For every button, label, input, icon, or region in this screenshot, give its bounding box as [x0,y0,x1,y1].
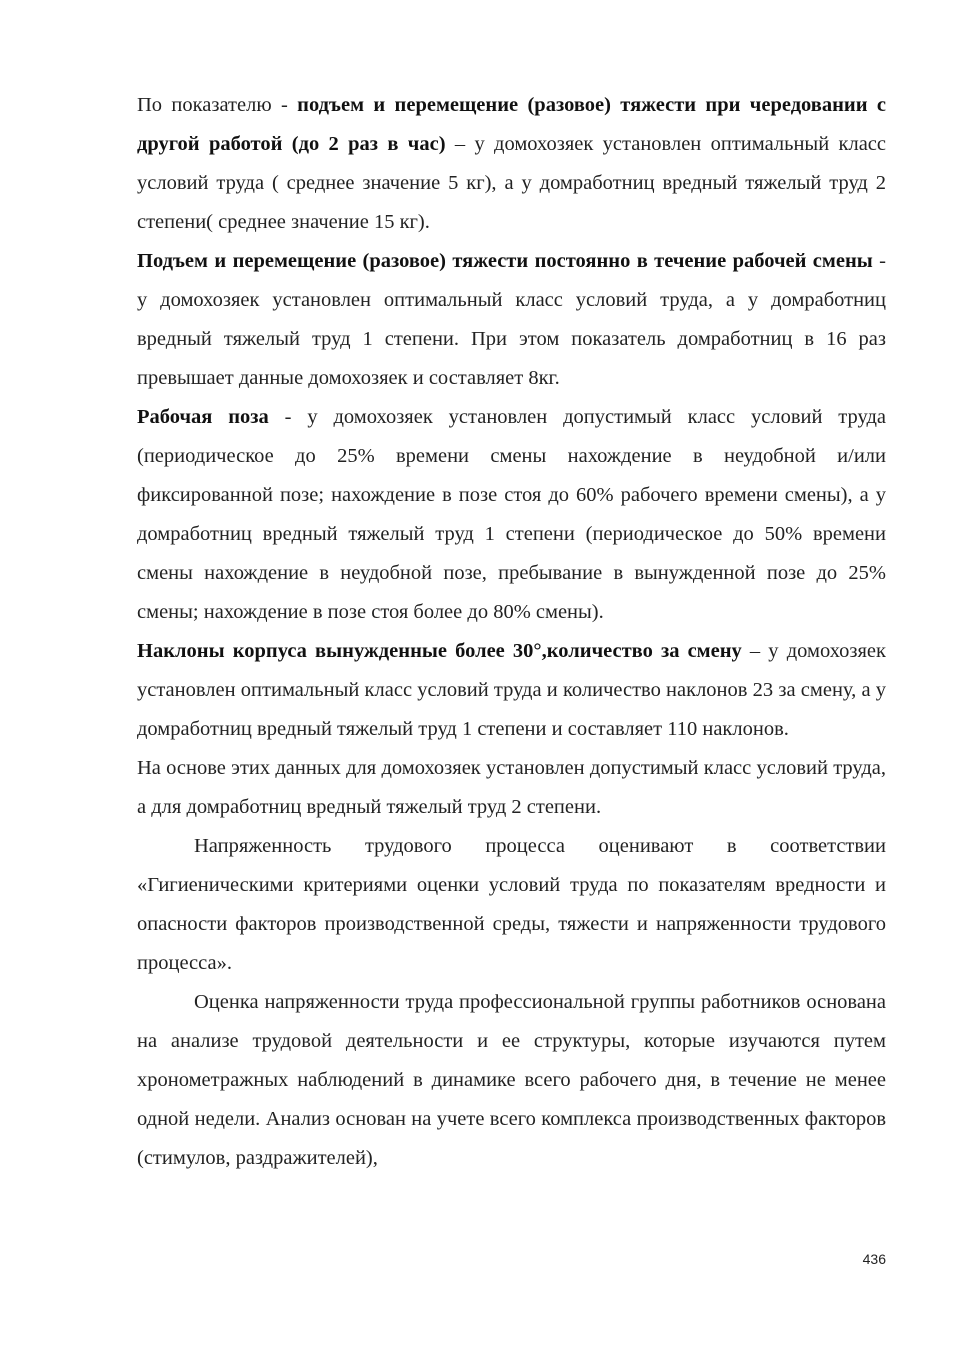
page-number: 436 [862,1251,886,1267]
paragraph-3 [137,398,886,632]
p3-heading: Рабочая поза [137,406,269,428]
p1-text: – у домохозяек установлен оптимальный класс условий труда ( среднее значение 5 кг), а у домработниц вредный тяжелый труд 2 степени( среднее значение 15 кг). [137,133,886,233]
p3-text: - у домохозяек установлен допустимый класс условий труда (периодическое до 25% времени смены нахождение в неудобной и/или фиксированной позе; нахождение в позе стоя до 60% рабочего времени смены), а у домработниц вредный тяжелый труд 1 степени (периодическое до 50% времени смены нахождение в неудобной позе, пребывание в вынужденной позе до 25% смены; нахождение в позе стоя более до 80% смены). [137,406,886,623]
p4-text: – у домохозяек установлен оптимальный класс условий труда и количество наклонов 23 за смену, а у домработниц вредный тяжелый труд 1 степени и составляет 110 наклонов. [137,640,886,740]
body-text [137,86,886,1178]
p1-lead: По показателю - [137,94,298,116]
p4-heading: Наклоны корпуса вынужденные более 30°,количество за смену [137,640,742,662]
paragraph-5: На основе этих данных для домохозяек установлен допустимый класс условий труда, а для домработниц вредный тяжелый труд 2 степени. [137,757,886,818]
paragraph-1 [137,86,886,242]
p2-heading: Подъем и перемещение (разовое) тяжести постоянно в течение рабочей смены [137,250,873,272]
p2-text: - у домохозяек установлен оптимальный класс условий труда, а у домработниц вредный тяжелый труд 1 степени. При этом показатель домработниц в 16 раз превышает данные домохозяек и составляет 8кг. [137,250,887,389]
paragraph-2 [137,242,886,398]
paragraph-6: Напряженность трудового процесса оценивают в соответствии «Гигиеническими критериями оценки условий труда по показателям вредности и опасности факторов производственной среды, тяжести и напряженности трудового процесса». [137,835,886,974]
p1-heading: подъем и перемещение (разовое) тяжести при чередовании с другой работой (до 2 раз в час) [137,94,887,155]
paragraph-4 [137,632,886,749]
paragraph-7: Оценка напряженности труда профессиональной группы работников основана на анализе трудовой деятельности и ее структуры, которые изучаются путем хронометражных наблюдений в динамике всего рабочего дня, в течение не менее одной недели. Анализ основан на учете всего комплекса производственных факторов (стимулов, раздражителей), [137,991,886,1169]
